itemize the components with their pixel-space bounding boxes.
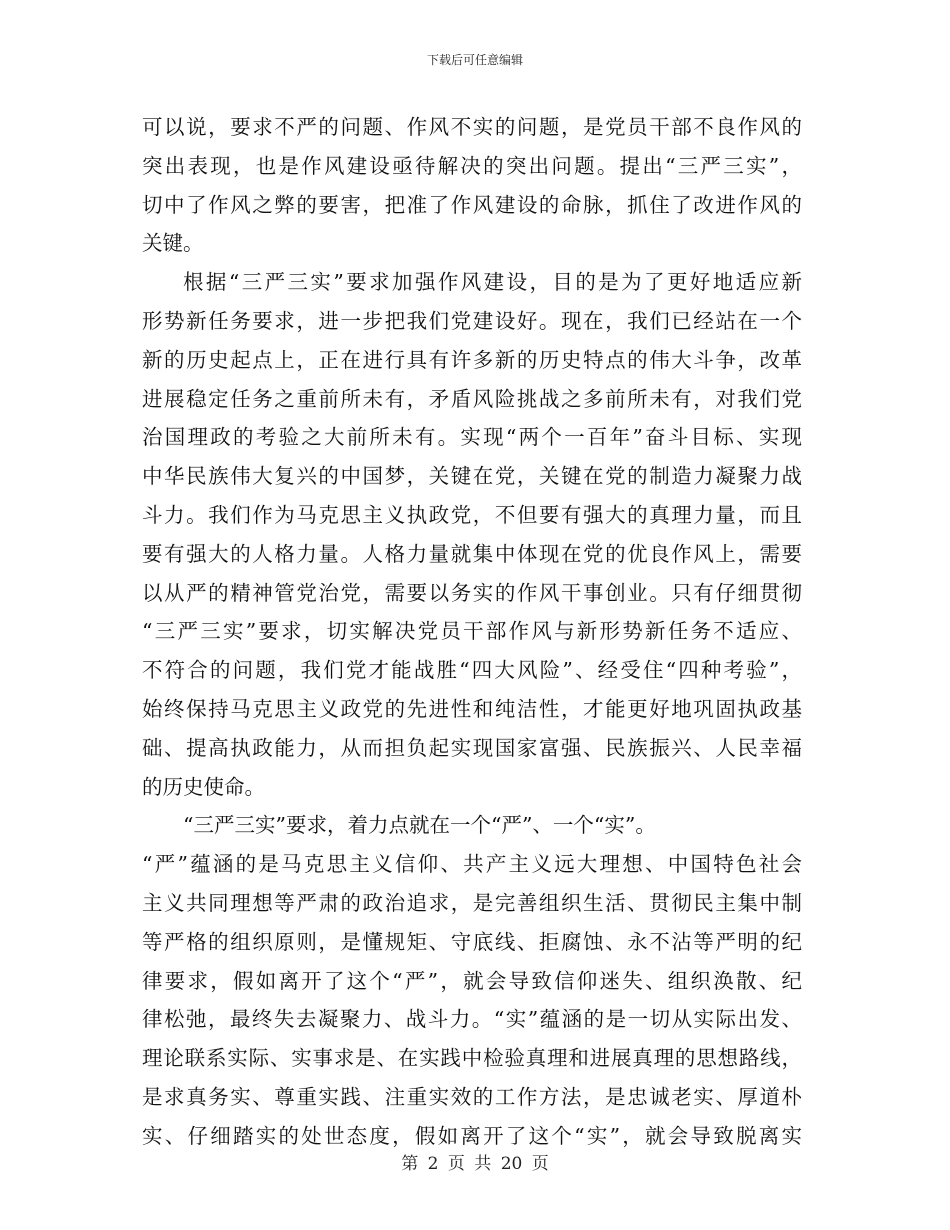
text-line: 主义共同理想等严肃的政治追求，是完善组织生活、贯彻民主集中制 xyxy=(142,890,802,915)
text-line: 形势新任务要求，进一步把我们党建设好。现在，我们已经站在一个 xyxy=(142,308,802,333)
text-line: 斗力。我们作为马克思主义执政党，不但要有强大的真理力量，而且 xyxy=(142,502,802,527)
text-line: 根据“三严三实”要求加强作风建设，目的是为了更好地适应新 xyxy=(183,270,802,295)
text-line: 律松弛，最终失去凝聚力、战斗力。“实”蕴涵的是一切从实际出发、 xyxy=(142,1007,802,1032)
text-line: 始终保持马克思主义政党的先进性和纯洁性，才能更好地巩固执政基 xyxy=(142,696,802,721)
text-line: 切中了作风之弊的要害，把准了作风建设的命脉，抓住了改进作风的 xyxy=(142,192,802,217)
page-header: 下载后可任意编辑 xyxy=(426,53,523,67)
text-line: 新的历史起点上，正在进行具有许多新的历史特点的伟大斗争，改革 xyxy=(142,347,802,372)
text-line: “三严三实”要求，着力点就在一个“严”、一个“实”。 xyxy=(183,813,656,838)
text-line: 进展稳定任务之重前所未有，矛盾风险挑战之多前所未有，对我们党 xyxy=(142,386,802,411)
text-line: 是求真务实、尊重实践、注重实效的工作方法，是忠诚老实、厚道朴 xyxy=(142,1084,802,1109)
text-line: 的历史使命。 xyxy=(142,774,265,799)
text-line: 实、仔细踏实的处世态度，假如离开了这个“实”，就会导致脱离实 xyxy=(142,1123,802,1148)
text-line: 中华民族伟大复兴的中国梦，关键在党，关键在党的制造力凝聚力战 xyxy=(142,464,802,489)
text-line: 要有强大的人格力量。人格力量就集中体现在党的优良作风上，需要 xyxy=(142,541,802,566)
text-line: 等严格的组织原则，是懂规矩、守底线、拒腐蚀、永不沾等严明的纪 xyxy=(142,929,802,954)
text-line: “三严三实”要求，切实解决党员干部作风与新形势新任务不适应、 xyxy=(142,619,802,644)
text-line: 以从严的精神管党治党，需要以务实的作风干事创业。只有仔细贯彻 xyxy=(142,580,802,605)
text-line: “严”蕴涵的是马克思主义信仰、共产主义远大理想、中国特色社会 xyxy=(142,852,802,877)
page-number-footer: 第 2 页 共 20 页 xyxy=(401,1154,549,1174)
text-line: 不符合的问题，我们党才能战胜“四大风险”、经受住“四种考验”， xyxy=(142,658,802,683)
body-text xyxy=(142,108,802,1156)
text-line: 础、提高执政能力，从而担负起实现国家富强、民族振兴、人民幸福 xyxy=(142,735,802,760)
text-line: 理论联系实际、实事求是、在实践中检验真理和进展真理的思想路线， xyxy=(142,1046,802,1071)
text-line: 治国理政的考验之大前所未有。实现“两个一百年”奋斗目标、实现 xyxy=(142,425,802,450)
text-line: 关键。 xyxy=(142,231,204,256)
text-line: 突出表现，也是作风建设亟待解决的突出问题。提出“三严三实”， xyxy=(142,153,802,178)
text-line: 可以说，要求不严的问题、作风不实的问题，是党员干部不良作风的 xyxy=(142,115,802,139)
text-line: 律要求，假如离开了这个“严”，就会导致信仰迷失、组织涣散、纪 xyxy=(142,968,802,993)
